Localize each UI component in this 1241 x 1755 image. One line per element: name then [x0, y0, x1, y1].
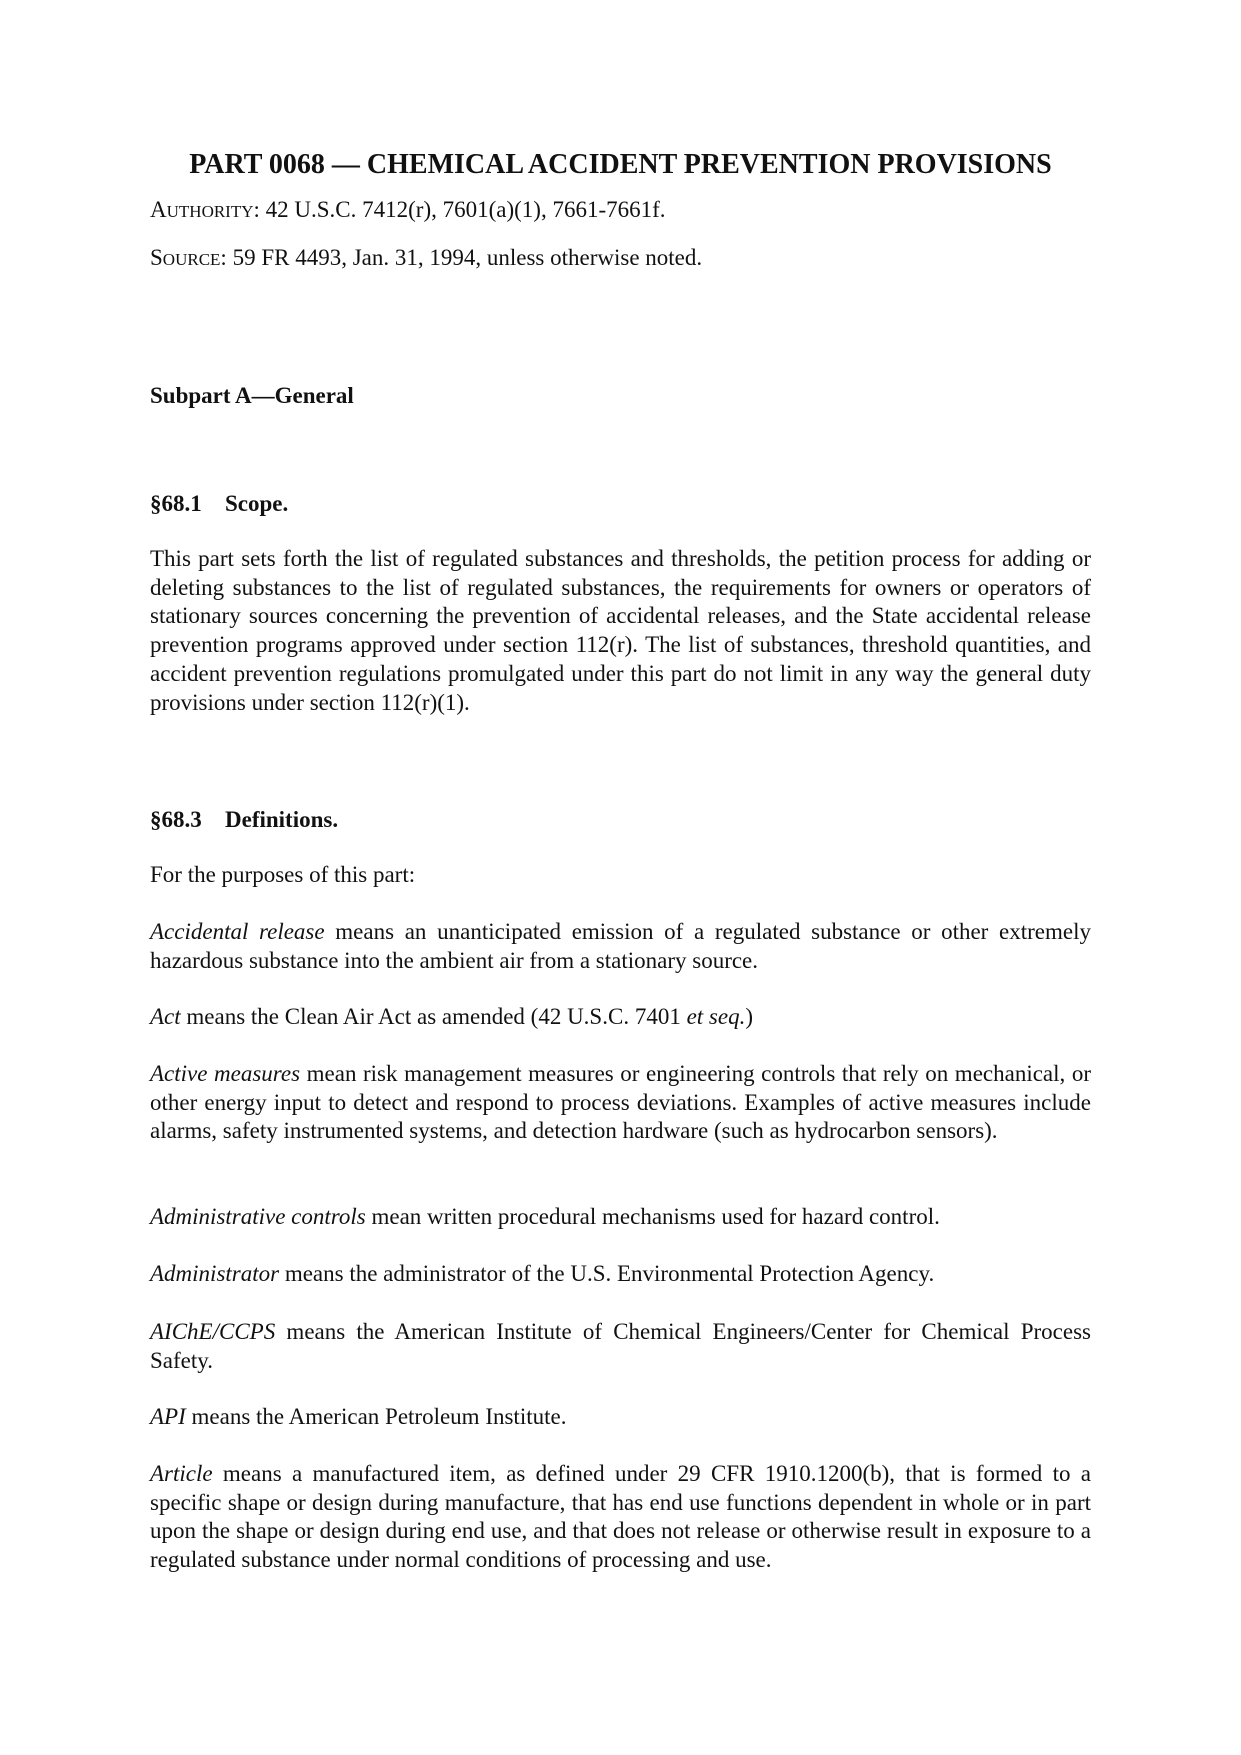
definition-term: Accidental release — [150, 919, 325, 944]
definition-accidental-release — [150, 918, 1091, 975]
definition-active-measures — [150, 1060, 1091, 1146]
section-heading-68-3 — [150, 806, 338, 834]
authority-text: 42 U.S.C. 7412(r), 7601(a)(1), 7661-7661f. — [259, 197, 666, 222]
definition-aiche-ccps — [150, 1318, 1091, 1375]
definition-text: means a manufactured item, as defined under 29 CFR 1910.1200(b), that is formed to a specific shape or design during manufacture, that has end use functions dependent in whole or in part upon the shape or design during end use, and that does not release or otherwise result in exposure to a regulated substance under normal conditions of processing and use. — [150, 1461, 1091, 1573]
definition-article — [150, 1460, 1091, 1575]
section-title: Definitions. — [225, 807, 339, 832]
section-68-1-text: This part sets forth the list of regulated substances and thresholds, the petition process for adding or deleting substances to the list of regulated substances, the requirements for owners or operators of stationary sources concerning the prevention of accidental releases, and the State accidental release prevention programs approved under section 112(r). The list of substances, threshold quantities, and accident prevention regulations promulgated under this part do not limit in any way the general duty provisions under section 112(r)(1). — [150, 546, 1091, 715]
definition-api — [150, 1403, 1091, 1432]
source-line — [150, 244, 702, 274]
section-number: §68.3 — [150, 807, 202, 832]
definition-term: Act — [150, 1004, 181, 1029]
definition-text: mean written procedural mechanisms used for hazard control. — [365, 1204, 940, 1229]
definition-term: Administrative controls — [150, 1204, 366, 1229]
definition-act — [150, 1003, 1091, 1032]
definition-term: API — [150, 1404, 186, 1429]
subpart-heading: Subpart A—General — [150, 383, 354, 408]
source-text: 59 FR 4493, Jan. 31, 1994, unless otherwise noted. — [226, 245, 703, 270]
definition-text: means an unanticipated emission of a regulated substance or other extremely hazardous substance into the ambient air from a stationary source. — [150, 919, 1091, 973]
definition-text: means the administrator of the U.S. Environmental Protection Agency. — [279, 1261, 935, 1286]
definition-administrator — [150, 1260, 1091, 1289]
section-heading-68-1 — [150, 490, 288, 518]
definition-text: means the Clean Air Act as amended (42 U.S.C. 7401 — [180, 1004, 687, 1029]
definitions-intro: For the purposes of this part: — [150, 862, 416, 887]
part-title: PART 0068 — CHEMICAL ACCIDENT PREVENTION PROVISIONS — [189, 149, 1052, 180]
definition-term: Administrator — [150, 1261, 280, 1286]
definition-term: Active measures — [150, 1061, 301, 1086]
definition-term: Article — [150, 1461, 213, 1486]
authority-label-initial: A — [150, 197, 167, 222]
section-title: Scope. — [225, 491, 289, 516]
definition-administrative-controls — [150, 1203, 1091, 1232]
definition-tail: ) — [745, 1004, 754, 1029]
source-label-rest: OURCE — [162, 250, 221, 269]
authority-line — [150, 196, 666, 226]
definition-text: means the American Institute of Chemical Engineers/Center for Chemical Process Safety. — [150, 1319, 1091, 1373]
source-label-initial: S — [150, 245, 163, 270]
definition-text: means the American Petroleum Institute. — [185, 1404, 567, 1429]
authority-label-colon: : — [253, 197, 260, 222]
definition-text: mean risk management measures or engineering controls that rely on mechanical, or other energy input to detect and respond to process deviations. Examples of active measures include alarms, safety instrumented systems, and detection hardware (such as hydrocarbon sensors). — [150, 1061, 1091, 1144]
section-number: §68.1 — [150, 491, 202, 516]
definition-italic-tail: et seq. — [686, 1004, 746, 1029]
authority-label-rest: UTHORITY — [166, 202, 254, 221]
definition-term: AIChE/CCPS — [150, 1319, 276, 1344]
source-label-colon: : — [220, 245, 227, 270]
